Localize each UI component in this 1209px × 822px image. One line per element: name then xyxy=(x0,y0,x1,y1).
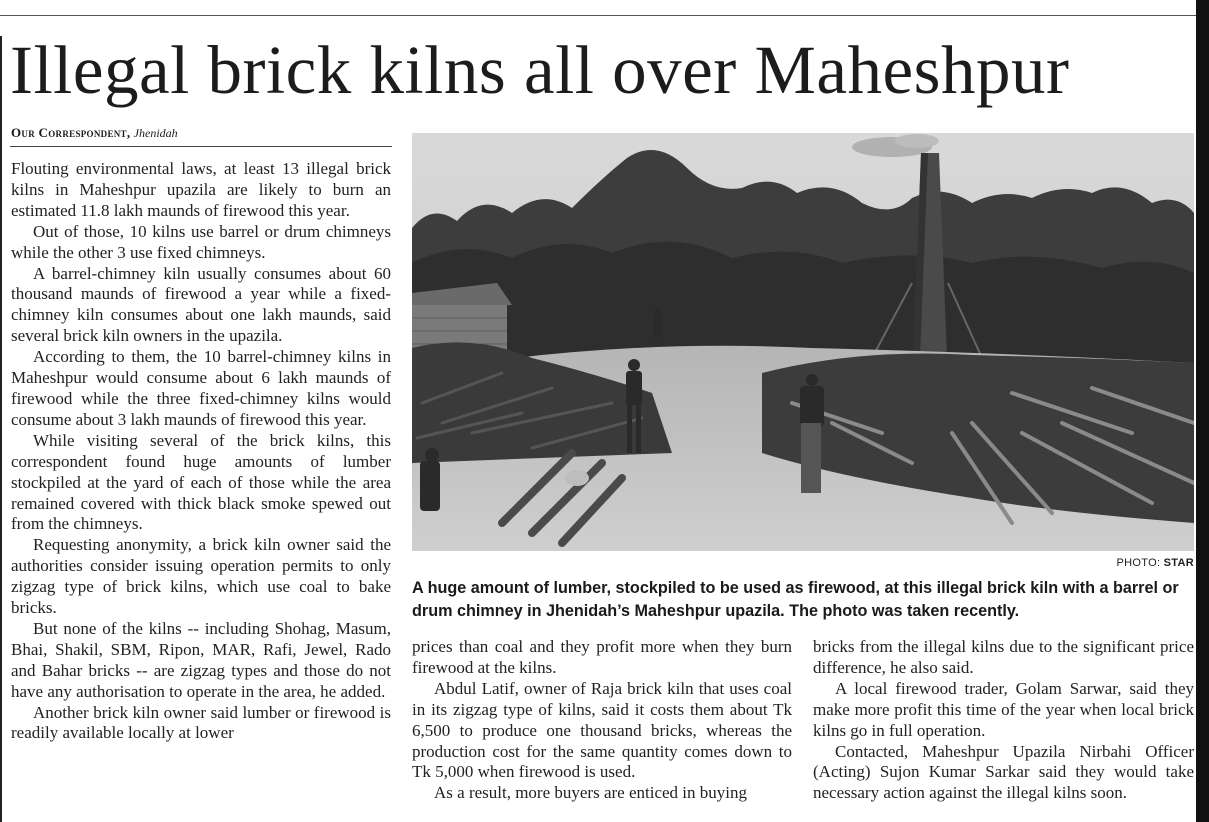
paragraph: A local firewood trader, Golam Sarwar, said they make more profit this time of the year when local brick kilns go in full operation. xyxy=(813,678,1194,740)
paragraph: Out of those, 10 kilns use barrel or drum chimneys while the other 3 use fixed chimneys. xyxy=(11,221,391,262)
paragraph: While visiting several of the brick kilns, this correspondent found huge amounts of lumber stockpiled at the yard of each of those while the area remained covered with thick black smoke spewed out from the chimneys. xyxy=(11,430,391,534)
headline: Illegal brick kilns all over Maheshpur xyxy=(10,32,1070,108)
paragraph: prices than coal and they profit more when they burn firewood at the kilns. xyxy=(412,637,792,677)
photo-credit-label: PHOTO: xyxy=(1116,557,1161,569)
top-rule xyxy=(0,15,1196,16)
paragraph: bricks from the illegal kilns due to the significant price difference, he also said. xyxy=(813,637,1194,677)
page-right-edge xyxy=(1196,0,1209,822)
byline-place: Jhenidah xyxy=(133,126,178,140)
byline-rule xyxy=(10,146,392,147)
photo-caption: A huge amount of lumber, stockpiled to be used as firewood, at this illegal brick kiln with a barrel or drum chimney in Jhenidah’s Maheshpur upazila. The photo was taken recently. xyxy=(412,579,1179,620)
paragraph: According to them, the 10 barrel-chimney kilns in Maheshpur would consume about 6 lakh maunds of firewood while the three fixed-chimney kilns would consume about 3 lakh maunds of firewood this year. xyxy=(11,347,391,429)
paragraph: As a result, more buyers are enticed in buying xyxy=(434,783,747,803)
article-column-3 xyxy=(813,637,1194,804)
photo-credit xyxy=(412,556,1194,570)
paragraph: A barrel-chimney kiln usually consumes about 60 thousand maunds of firewood a year while a fixed-chimney kiln consumes about one lakh maunds, said several brick kiln owners in the upazila. xyxy=(11,263,391,346)
byline xyxy=(11,125,178,141)
paragraph: Requesting anonymity, a brick kiln owner said the authorities consider issuing operation permits to only zigzag type of brick kilns, which use coal to bake bricks. xyxy=(11,535,391,618)
page-left-edge xyxy=(0,36,2,822)
paragraph: Abdul Latif, owner of Raja brick kiln that uses coal in its zigzag type of kilns, said it costs them about Tk 6,500 to produce one thousand bricks, whereas the production cost for the same quantity comes down to Tk 5,000 when firewood is used. xyxy=(412,678,792,782)
paragraph: Another brick kiln owner said lumber or firewood is readily available locally at lower xyxy=(11,702,391,743)
byline-author: Our Correspondent, xyxy=(11,125,131,140)
paragraph: Contacted, Maheshpur Upazila Nirbahi Officer (Acting) Sujon Kumar Sarkar said they would take necessary action against the illegal kilns soon. xyxy=(813,741,1194,803)
kiln-photo xyxy=(412,133,1194,551)
article-column-2 xyxy=(412,637,792,804)
photo-credit-source: STAR xyxy=(1163,557,1194,569)
article-column-1 xyxy=(11,159,391,744)
paragraph: Flouting environmental laws, at least 13 illegal brick kilns in Maheshpur upazila are likely to burn an estimated 11.8 lakh maunds of firewood this year. xyxy=(11,159,391,220)
paragraph: But none of the kilns -- including Shohag, Masum, Bhai, Shakil, SBM, Ripon, MAR, Rafi, Jewel, Rado and Bahar bricks -- are zigzag types and those do not have any authorisation to operate in the area, he added. xyxy=(11,618,391,701)
kiln-photo-illustration xyxy=(412,133,1194,551)
